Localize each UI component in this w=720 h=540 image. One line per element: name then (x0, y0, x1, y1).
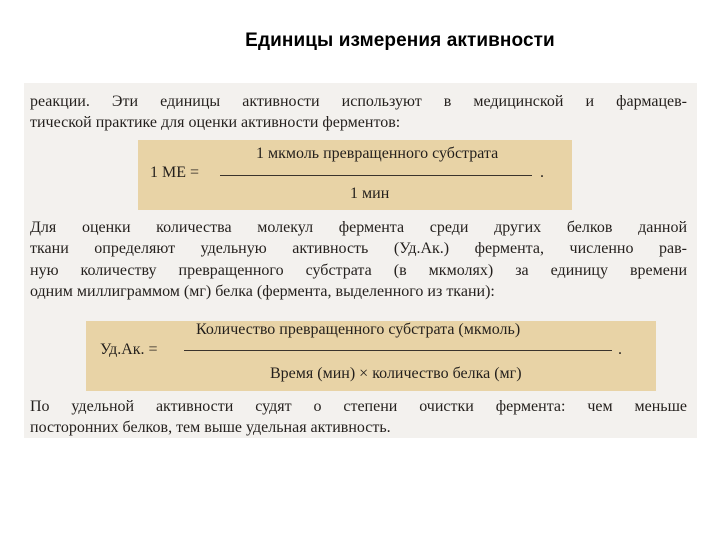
paragraph-conclusion (30, 396, 687, 439)
textbook-scan (24, 83, 697, 438)
paragraph-intro (30, 91, 687, 134)
text-line: реакции. Эти единицы активности используют в медицинской и фармацев- (30, 93, 687, 110)
text-line: ную количеству превращенного субстрата (в мкмолях) за единицу времени (30, 261, 687, 279)
text-line: По удельной активности судят о степени очистки фермента: чем меньше (30, 398, 687, 415)
text-line: ткани определяют удельную активность (Уд.Ак.) фермента, численно рав- (30, 240, 687, 258)
formula-period: . (618, 341, 622, 358)
fraction-bar (184, 350, 612, 351)
formula-denominator: 1 мин (350, 185, 390, 202)
text-line: посторонних белков, тем выше удельная активность. (30, 419, 391, 437)
formula-numerator: Количество превращенного субстрата (мкмоль) (196, 321, 521, 338)
formula-denominator: Время (мин) × количество белка (мг) (270, 365, 522, 382)
formula-lhs: Уд.Ак. = (100, 341, 158, 358)
fraction-bar (220, 175, 532, 176)
text-line: одним миллиграммом (мг) белка (фермента, выделенного из ткани): (30, 282, 495, 300)
formula-international-unit (138, 140, 572, 210)
text-line: Для оценки количества молекул фермента среди других белков данной (30, 219, 687, 236)
slide-title: Единицы измерения активности (245, 30, 555, 51)
formula-numerator: 1 мкмоль превращенного субстрата (256, 145, 499, 162)
formula-specific-activity (86, 321, 656, 391)
paragraph-specific-activity (30, 217, 687, 302)
formula-lhs: 1 МЕ = (150, 164, 200, 181)
formula-period: . (540, 164, 544, 181)
text-line: тической практике для оценки активности ферментов: (30, 114, 401, 132)
